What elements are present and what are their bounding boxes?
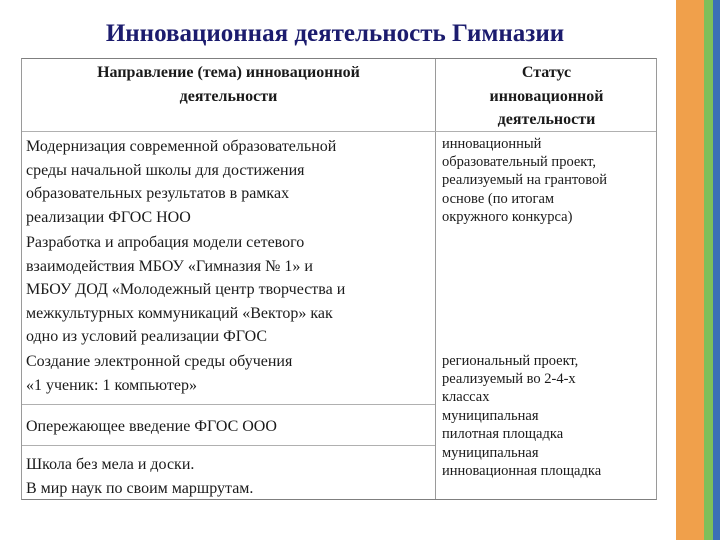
direction-line: среды начальной школы для достижения <box>26 161 305 179</box>
status-cell <box>442 135 656 226</box>
header-status-line: деятельности <box>497 111 596 128</box>
status-line: пилотная площадка <box>442 426 564 443</box>
direction-line: одно из условий реализации ФГОС <box>26 328 267 345</box>
status-line: окружного конкурса) <box>442 208 573 225</box>
direction-line: взаимодействия МБОУ «Гимназия № 1» и <box>26 257 313 275</box>
status-line: инновационная площадка <box>442 463 602 480</box>
direction-line: Опережающее введение ФГОС ООО <box>26 418 277 435</box>
direction-line: образовательных результатов в рамках <box>26 185 290 202</box>
status-line: муниципальная <box>442 445 539 461</box>
direction-line: межкультурных коммуникаций «Вектор» как <box>26 304 333 322</box>
row-rule <box>22 404 435 405</box>
direction-line: «1 ученик: 1 компьютер» <box>26 376 197 394</box>
direction-line: Школа без мела и доски. <box>26 456 195 473</box>
direction-line: Разработка и апробация модели сетевого <box>26 234 305 251</box>
status-line: образовательный проект, <box>442 154 597 171</box>
page-title: Инновационная деятельность Гимназии <box>105 20 565 47</box>
stripe-green <box>704 0 713 540</box>
direction-line: МБОУ ДОД «Молодежный центр творчества и <box>26 281 346 298</box>
status-cell <box>442 407 656 443</box>
status-line: основе (по итогам <box>442 190 555 207</box>
table-row <box>26 415 434 439</box>
table-row <box>26 135 434 229</box>
decorative-stripes <box>674 0 720 540</box>
table-row <box>26 350 434 397</box>
header-direction-line: деятельности <box>179 87 278 105</box>
header-status <box>436 61 657 132</box>
header-status-line: инновационной <box>489 87 604 105</box>
row-rule <box>22 445 435 446</box>
status-line: муниципальная <box>442 408 539 424</box>
direction-line: Модернизация современной образовательной <box>26 138 337 155</box>
table-row <box>26 453 434 500</box>
direction-line: В мир наук по своим маршрутам. <box>26 479 254 497</box>
stripe-orange <box>676 0 704 540</box>
header-status-line: Статус <box>521 64 572 81</box>
status-line: инновационный <box>442 136 542 152</box>
status-cell <box>442 444 656 480</box>
table-row <box>26 231 434 349</box>
innovation-table <box>21 58 657 500</box>
header-direction-line: Направление (тема) инновационной <box>97 64 360 81</box>
status-line: классах <box>442 389 490 406</box>
status-line: региональный проект, <box>442 353 579 369</box>
header-rule <box>22 131 656 132</box>
header-direction <box>22 61 435 108</box>
status-cell <box>442 352 656 407</box>
stripe-blue <box>713 0 720 540</box>
direction-line: реализации ФГОС НОО <box>26 208 191 226</box>
status-line: реализуемый на грантовой <box>442 172 608 189</box>
direction-line: Создание электронной среды обучения <box>26 353 293 370</box>
status-line: реализуемый во 2-4-х <box>442 371 576 388</box>
